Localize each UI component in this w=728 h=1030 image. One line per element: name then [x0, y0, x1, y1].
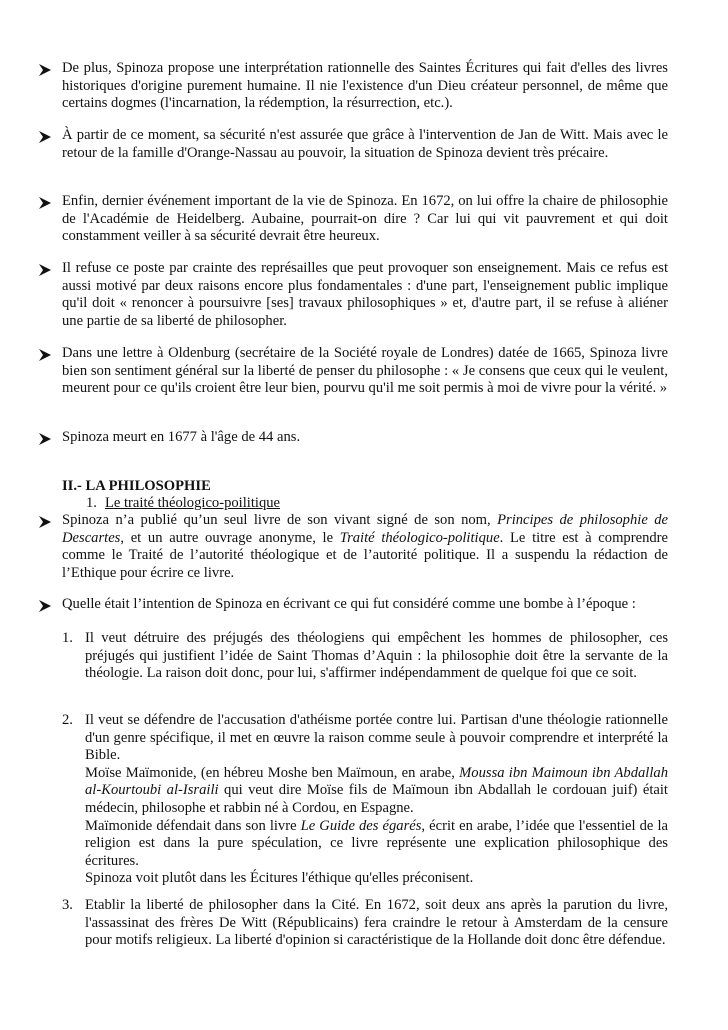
bullet-text: Enfin, dernier événement important de la vie de Spinoza. En 1672, on lui offre la chaire de philosophie de l'Académie de Heidelberg. Aubaine, pourrait-on dire ? Car lui qui vit pauvrement et qui doit constamment veiller à sa sécurité devrait être heureux.: [62, 193, 668, 245]
arrow-bullet-icon: [38, 348, 52, 362]
arabic-name: Moussa ibn Maimoun ibn Abdallah al-Kourtoubi al-Israili: [85, 764, 668, 799]
item-text-part: Moïse Maïmonide, (en hébreu Moshe ben Maïmoun, en arabe,: [85, 764, 460, 781]
bullet-paragraph: [38, 260, 668, 330]
bullet-text: Quelle était l’intention de Spinoza en écrivant ce qui fut considéré comme une bombe à l’époque :: [62, 596, 636, 612]
bullet-paragraph: [38, 345, 668, 398]
bullet-text: , et un autre ouvrage anonyme, le: [120, 529, 340, 546]
subsection-number: 1.: [86, 495, 97, 511]
numbered-item: [62, 712, 668, 888]
bullet-text: De plus, Spinoza propose une interprétation rationnelle des Saintes Écritures qui fait d'elles des livres historiques d'origine purement humaine. Il nie l'existence d'un Dieu créateur personnel, de même que certains dogmes (l'incarnation, la rédemption, la résurrection, etc.).: [62, 60, 668, 112]
bullet-text: Spinoza meurt en 1677 à l'âge de 44 ans.: [62, 429, 301, 445]
item-text-part: Maïmonide défendait dans son livre: [85, 817, 301, 834]
bullet-text: À partir de ce moment, sa sécurité n'est assurée que grâce à l'intervention de Jan de Witt. Mais avec le retour de la famille d'Orange-Nassau au pouvoir, la situation de Spinoza devient très précaire.: [62, 127, 668, 161]
book-title: Le Guide des égarés: [300, 817, 422, 834]
item-number: 1.: [62, 630, 73, 646]
item-text: Spinoza voit plutôt dans les Écitures l'éthique qu'elles préconisent.: [85, 870, 474, 887]
section-heading: II.- LA PHILOSOPHIE: [62, 478, 211, 494]
item-text-part: qui veut dire Moïse fils de Maïmoun ibn Abdallah le cordouan juif) était médecin, philosophe et rabbin né à Cordou, en Espagne.: [85, 782, 668, 816]
item-text: Il veut détruire des préjugés des théologiens qui empêchent les hommes de philosopher, ces préjugés qui justifient l’idée de Saint Thomas d’Aquin : la philosophie doit être la servante de la théologie. La raison doit donc, pour lui, s'affirmer indépendamment de quelque foi que ce soit.: [85, 630, 668, 682]
arrow-bullet-icon: [38, 515, 52, 529]
bullet-text: . Le titre est à comprendre comme le Traité de l’autorité théologique et de l’autorité politique. Il a suspendu la rédaction de l’Ethique pour écrire ce livre.: [62, 529, 668, 581]
arrow-bullet-icon: [38, 130, 52, 144]
book-title: Traité théologico-politique: [339, 529, 500, 546]
bullet-paragraph: [38, 512, 668, 582]
item-text: Etablir la liberté de philosopher dans la Cité. En 1672, soit deux ans après la parution du livre, l'assassinat des frères De Witt (Républicains) fera craindre le retour à Amsterdam de la censure pour motifs religieux. La liberté d'opinion si caractéristique de la Hollande doit donc être défendue.: [85, 897, 668, 949]
bullet-text: Dans une lettre à Oldenburg (secrétaire de la Société royale de Londres) datée de 1665, Spinoza livre bien son sentiment général sur la liberté de penser du philosophe : « Je consens que ceux qui le veulent, meurent pour ce qu'ils croient être leur bien, pourvu qu'il me soit permis à moi de vivre pour la vérité. »: [62, 345, 668, 397]
item-text: Il veut se défendre de l'accusation d'athéisme portée contre lui. Partisan d'une théologie rationnelle d'un genre spécifique, il met en œuvre la raison comme seule à pouvoir comprendre et interprété la Bible.: [85, 712, 668, 764]
bullet-text: Spinoza n’a publié qu’un seul livre de son vivant signé de son nom,: [62, 512, 498, 528]
bullet-text: Il refuse ce poste par crainte des représailles que peut provoquer son enseignement. Mais ce refus est aussi motivé par deux raisons encore plus fondamentales : d'une part, l'enseignement public implique qu'il doit « renoncer à poursuivre [ses] travaux philosophiques » et, d'autre part, il se refuse à aliéner une partie de sa liberté de philosopher.: [62, 260, 668, 329]
bullet-paragraph: [38, 596, 668, 614]
arrow-bullet-icon: [38, 63, 52, 77]
subsection-heading: [86, 495, 280, 513]
item-text: [85, 765, 668, 818]
item-number: 2.: [62, 712, 73, 728]
numbered-item: [62, 897, 668, 950]
arrow-bullet-icon: [38, 432, 52, 446]
bullet-paragraph: [38, 429, 668, 447]
book-title: Principes de philosophie de Descartes: [62, 512, 669, 546]
arrow-bullet-icon: [38, 196, 52, 210]
item-text: [85, 818, 668, 871]
bullet-paragraph: [38, 193, 668, 246]
bullet-paragraph: [38, 127, 668, 162]
arrow-bullet-icon: [38, 263, 52, 277]
bullet-paragraph: [38, 60, 668, 113]
item-text-part: , écrit en arabe, l’idée que l'essentiel de la religion est dans la pure spéculation, ce livre représente une explication philosophique des écritures.: [85, 817, 668, 869]
item-number: 3.: [62, 897, 73, 913]
arrow-bullet-icon: [38, 599, 52, 613]
numbered-item: [62, 630, 668, 683]
subsection-title: Le traité théologico-poilitique: [104, 495, 281, 511]
